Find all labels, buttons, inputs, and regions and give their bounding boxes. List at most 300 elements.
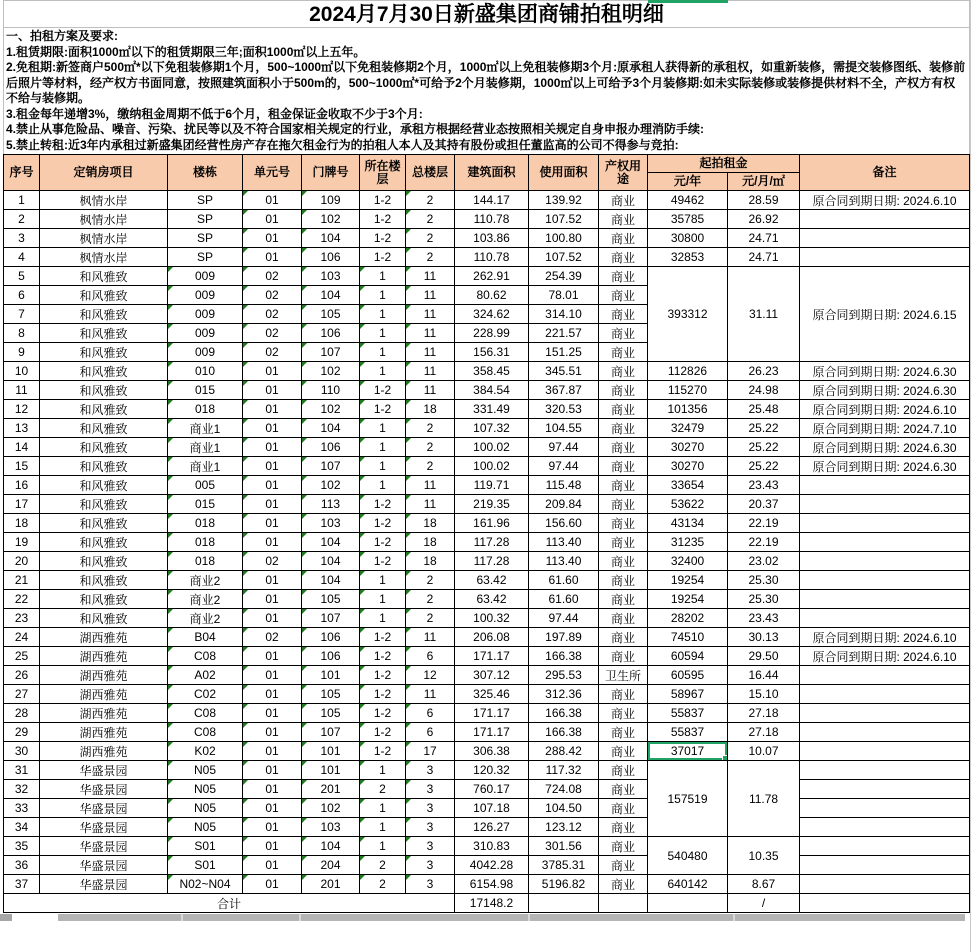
cell-unit[interactable]: 01 [243,571,302,590]
cell-no[interactable]: 33 [4,799,40,818]
cell-project[interactable]: 和风雅致 [40,381,168,400]
cell-project[interactable]: 和风雅致 [40,609,168,628]
cell-floor[interactable]: 1 [360,609,406,628]
cell-floor[interactable]: 1 [360,457,406,476]
cell-barea[interactable]: 144.17 [455,191,529,210]
cell-barea[interactable]: 119.71 [455,476,529,495]
cell-month[interactable]: 27.18 [728,704,800,723]
cell-project[interactable]: 和风雅致 [40,400,168,419]
cell-month[interactable]: 16.44 [728,666,800,685]
header-project[interactable]: 定销房项目 [40,155,168,191]
cell-no[interactable]: 20 [4,552,40,571]
cell-use[interactable]: 商业 [599,552,648,571]
cell-building[interactable]: 015 [168,381,243,400]
cell-floors[interactable]: 3 [406,780,455,799]
total-usage[interactable] [599,894,648,913]
cell-unit[interactable]: 01 [243,742,302,761]
cell-unit[interactable]: 01 [243,666,302,685]
cell-unit[interactable]: 01 [243,723,302,742]
cell-use[interactable]: 商业 [599,647,648,666]
cell-no[interactable]: 4 [4,248,40,267]
cell-building[interactable]: 018 [168,400,243,419]
cell-floor[interactable]: 1-2 [360,381,406,400]
cell-floors[interactable]: 2 [406,210,455,229]
cell-door[interactable]: 104 [302,552,360,571]
cell-floors[interactable]: 3 [406,875,455,894]
cell-remark[interactable]: 原合同到期日期: 2024.6.30 [800,362,970,381]
cell-building[interactable]: A02 [168,666,243,685]
cell-uarea[interactable]: 97.44 [529,457,599,476]
cell-use[interactable]: 商业 [599,210,648,229]
cell-no[interactable]: 26 [4,666,40,685]
header-build-area[interactable]: 建筑面积 [455,155,529,191]
cell-building[interactable]: 010 [168,362,243,381]
cell-remark[interactable]: 原合同到期日期: 2024.6.10 [800,628,970,647]
cell-remark[interactable] [800,818,970,837]
cell-no[interactable]: 29 [4,723,40,742]
header-floor[interactable]: 所在楼层 [360,155,406,191]
cell-building[interactable]: SP [168,191,243,210]
cell-door[interactable]: 106 [302,647,360,666]
header-rent-year[interactable]: 元/年 [648,173,728,191]
cell-floors[interactable]: 2 [406,191,455,210]
cell-floor[interactable]: 1-2 [360,191,406,210]
cell-remark[interactable] [800,875,970,894]
cell-project[interactable]: 和风雅致 [40,533,168,552]
cell-no[interactable]: 24 [4,628,40,647]
cell-unit[interactable]: 01 [243,704,302,723]
cell-project[interactable]: 和风雅致 [40,267,168,286]
cell-unit[interactable]: 01 [243,210,302,229]
cell-use[interactable]: 商业 [599,267,648,286]
cell-building[interactable]: N02~N04 [168,875,243,894]
cell-barea[interactable]: 324.62 [455,305,529,324]
cell-door[interactable]: 109 [302,191,360,210]
cell-barea[interactable]: 100.02 [455,457,529,476]
cell-year[interactable]: 32479 [648,419,728,438]
cell-floors[interactable]: 6 [406,723,455,742]
cell-project[interactable]: 和风雅致 [40,590,168,609]
cell-unit[interactable]: 01 [243,799,302,818]
cell-no[interactable]: 5 [4,267,40,286]
cell-year[interactable]: 60594 [648,647,728,666]
cell-barea[interactable]: 310.83 [455,837,529,856]
cell-no[interactable]: 2 [4,210,40,229]
header-rent-group[interactable]: 起拍租金 [648,155,800,173]
cell-uarea[interactable]: 345.51 [529,362,599,381]
cell-floors[interactable]: 12 [406,666,455,685]
cell-project[interactable]: 和风雅致 [40,286,168,305]
cell-building[interactable]: 商业2 [168,590,243,609]
cell-floor[interactable]: 1-2 [360,704,406,723]
cell-building[interactable]: N05 [168,799,243,818]
cell-remark[interactable] [800,761,970,780]
cell-year[interactable]: 112826 [648,362,728,381]
cell-floor[interactable]: 1-2 [360,685,406,704]
cell-floor[interactable]: 1 [360,267,406,286]
cell-barea[interactable]: 307.12 [455,666,529,685]
cell-floor[interactable]: 1 [360,837,406,856]
cell-month[interactable]: 31.11 [728,267,800,362]
cell-use[interactable]: 商业 [599,761,648,780]
cell-barea[interactable]: 110.78 [455,248,529,267]
cell-unit[interactable]: 01 [243,457,302,476]
cell-floors[interactable]: 2 [406,571,455,590]
cell-year[interactable]: 55837 [648,723,728,742]
cell-use[interactable]: 商业 [599,875,648,894]
cell-project[interactable]: 湖西雅苑 [40,628,168,647]
cell-month[interactable]: 10.35 [728,837,800,875]
cell-no[interactable]: 17 [4,495,40,514]
cell-project[interactable]: 华盛景园 [40,761,168,780]
cell-use[interactable]: 商业 [599,780,648,799]
cell-remark[interactable] [800,723,970,742]
cell-door[interactable]: 102 [302,799,360,818]
cell-no[interactable]: 23 [4,609,40,628]
cell-uarea[interactable]: 724.08 [529,780,599,799]
cell-no[interactable]: 12 [4,400,40,419]
cell-remark[interactable]: 原合同到期日期: 2024.6.10 [800,647,970,666]
cell-use[interactable]: 商业 [599,362,648,381]
cell-unit[interactable]: 01 [243,514,302,533]
cell-month[interactable]: 8.67 [728,875,800,894]
cell-unit[interactable]: 01 [243,248,302,267]
cell-unit[interactable]: 02 [243,628,302,647]
cell-floor[interactable]: 1-2 [360,552,406,571]
cell-use[interactable]: 商业 [599,400,648,419]
cell-barea[interactable]: 219.35 [455,495,529,514]
cell-no[interactable]: 25 [4,647,40,666]
cell-project[interactable]: 华盛景园 [40,799,168,818]
cell-floor[interactable]: 1-2 [360,400,406,419]
cell-remark[interactable] [800,571,970,590]
cell-month[interactable]: 23.02 [728,552,800,571]
cell-floors[interactable]: 11 [406,362,455,381]
cell-barea[interactable]: 760.17 [455,780,529,799]
cell-floors[interactable]: 2 [406,590,455,609]
cell-uarea[interactable]: 314.10 [529,305,599,324]
cell-remark[interactable] [800,514,970,533]
cell-barea[interactable]: 306.38 [455,742,529,761]
cell-uarea[interactable]: 288.42 [529,742,599,761]
cell-uarea[interactable]: 61.60 [529,590,599,609]
cell-floors[interactable]: 3 [406,837,455,856]
cell-uarea[interactable]: 209.84 [529,495,599,514]
cell-year[interactable]: 37017 [648,742,728,761]
cell-month[interactable]: 11.78 [728,761,800,837]
cell-no[interactable]: 11 [4,381,40,400]
cell-unit[interactable]: 01 [243,495,302,514]
cell-unit[interactable]: 01 [243,590,302,609]
cell-remark[interactable] [800,704,970,723]
cell-uarea[interactable]: 254.39 [529,267,599,286]
cell-uarea[interactable]: 113.40 [529,533,599,552]
cell-month[interactable]: 25.30 [728,571,800,590]
cell-floor[interactable]: 1 [360,818,406,837]
cell-building[interactable]: 009 [168,286,243,305]
cell-door[interactable]: 201 [302,780,360,799]
cell-remark[interactable]: 原合同到期日期: 2024.7.10 [800,419,970,438]
cell-floor[interactable]: 1-2 [360,248,406,267]
cell-floors[interactable]: 11 [406,324,455,343]
cell-building[interactable]: 009 [168,343,243,362]
cell-no[interactable]: 19 [4,533,40,552]
cell-use[interactable]: 商业 [599,837,648,856]
cell-year[interactable]: 19254 [648,571,728,590]
cell-use[interactable]: 卫生所 [599,666,648,685]
cell-uarea[interactable]: 61.60 [529,571,599,590]
cell-floors[interactable]: 11 [406,305,455,324]
cell-floor[interactable]: 2 [360,875,406,894]
cell-use[interactable]: 商业 [599,457,648,476]
cell-use[interactable]: 商业 [599,533,648,552]
cell-barea[interactable]: 228.99 [455,324,529,343]
header-remark[interactable]: 备注 [800,155,970,191]
cell-unit[interactable]: 01 [243,362,302,381]
cell-month[interactable]: 25.22 [728,419,800,438]
cell-uarea[interactable]: 97.44 [529,438,599,457]
cell-no[interactable]: 6 [4,286,40,305]
cell-floor[interactable]: 1 [360,438,406,457]
cell-year[interactable]: 49462 [648,191,728,210]
cell-door[interactable]: 107 [302,723,360,742]
cell-barea[interactable]: 107.18 [455,799,529,818]
cell-project[interactable]: 和风雅致 [40,571,168,590]
cell-barea[interactable]: 171.17 [455,704,529,723]
cell-month[interactable]: 15.10 [728,685,800,704]
cell-project[interactable]: 湖西雅苑 [40,742,168,761]
cell-use[interactable]: 商业 [599,704,648,723]
cell-floor[interactable]: 1 [360,343,406,362]
cell-year[interactable]: 31235 [648,533,728,552]
cell-no[interactable]: 18 [4,514,40,533]
cell-building[interactable]: 商业1 [168,419,243,438]
header-no[interactable]: 序号 [4,155,40,191]
cell-use[interactable]: 商业 [599,248,648,267]
cell-month[interactable]: 23.43 [728,609,800,628]
cell-use[interactable]: 商业 [599,381,648,400]
cell-month[interactable]: 23.43 [728,476,800,495]
cell-uarea[interactable]: 156.60 [529,514,599,533]
cell-remark[interactable] [800,533,970,552]
cell-no[interactable]: 15 [4,457,40,476]
cell-no[interactable]: 36 [4,856,40,875]
header-unit[interactable]: 单元号 [243,155,302,191]
cell-project[interactable]: 和风雅致 [40,362,168,381]
cell-building[interactable]: C08 [168,704,243,723]
cell-floors[interactable]: 11 [406,343,455,362]
cell-door[interactable]: 107 [302,343,360,362]
cell-floor[interactable]: 1-2 [360,628,406,647]
cell-floor[interactable]: 1 [360,571,406,590]
cell-unit[interactable]: 02 [243,552,302,571]
cell-use[interactable]: 商业 [599,514,648,533]
cell-unit[interactable]: 01 [243,400,302,419]
cell-building[interactable]: 商业2 [168,609,243,628]
cell-uarea[interactable]: 123.12 [529,818,599,837]
cell-project[interactable]: 和风雅致 [40,552,168,571]
cell-project[interactable]: 枫情水岸 [40,229,168,248]
cell-month[interactable]: 20.37 [728,495,800,514]
cell-uarea[interactable]: 100.80 [529,229,599,248]
cell-project[interactable]: 湖西雅苑 [40,685,168,704]
cell-door[interactable]: 104 [302,286,360,305]
cell-no[interactable]: 22 [4,590,40,609]
cell-uarea[interactable]: 197.89 [529,628,599,647]
cell-project[interactable]: 和风雅致 [40,343,168,362]
cell-remark[interactable] [800,837,970,856]
cell-unit[interactable]: 01 [243,837,302,856]
cell-barea[interactable]: 171.17 [455,647,529,666]
cell-year[interactable]: 74510 [648,628,728,647]
cell-year[interactable]: 30800 [648,229,728,248]
cell-door[interactable]: 104 [302,419,360,438]
cell-uarea[interactable]: 312.36 [529,685,599,704]
cell-building[interactable]: 018 [168,514,243,533]
cell-floor[interactable]: 1-2 [360,229,406,248]
cell-unit[interactable]: 01 [243,381,302,400]
cell-door[interactable]: 106 [302,324,360,343]
cell-remark[interactable]: 原合同到期日期: 2024.6.15 [800,267,970,362]
cell-building[interactable]: S01 [168,837,243,856]
header-usage[interactable]: 产权用途 [599,155,648,191]
cell-project[interactable]: 华盛景园 [40,818,168,837]
cell-project[interactable]: 和风雅致 [40,438,168,457]
cell-floors[interactable]: 2 [406,438,455,457]
header-building[interactable]: 楼栋 [168,155,243,191]
cell-door[interactable]: 204 [302,856,360,875]
header-total-floors[interactable]: 总楼层 [406,155,455,191]
cell-door[interactable]: 106 [302,248,360,267]
cell-uarea[interactable]: 5196.82 [529,875,599,894]
cell-no[interactable]: 16 [4,476,40,495]
cell-remark[interactable] [800,685,970,704]
cell-building[interactable]: C08 [168,723,243,742]
cell-project[interactable]: 华盛景园 [40,856,168,875]
cell-month[interactable]: 24.98 [728,381,800,400]
cell-floors[interactable]: 17 [406,742,455,761]
cell-no[interactable]: 21 [4,571,40,590]
cell-remark[interactable]: 原合同到期日期: 2024.6.30 [800,457,970,476]
header-door[interactable]: 门牌号 [302,155,360,191]
cell-project[interactable]: 湖西雅苑 [40,723,168,742]
cell-floor[interactable]: 1-2 [360,533,406,552]
cell-year[interactable]: 33654 [648,476,728,495]
cell-use[interactable]: 商业 [599,229,648,248]
cell-uarea[interactable]: 221.57 [529,324,599,343]
cell-remark[interactable] [800,666,970,685]
cell-floors[interactable]: 11 [406,628,455,647]
cell-no[interactable]: 34 [4,818,40,837]
total-build-area[interactable]: 17148.2 [455,894,529,913]
cell-floors[interactable]: 2 [406,419,455,438]
cell-barea[interactable]: 156.31 [455,343,529,362]
cell-barea[interactable]: 103.86 [455,229,529,248]
cell-remark[interactable]: 原合同到期日期: 2024.6.30 [800,381,970,400]
cell-year[interactable]: 30270 [648,457,728,476]
cell-remark[interactable] [800,210,970,229]
cell-no[interactable]: 10 [4,362,40,381]
cell-use[interactable]: 商业 [599,286,648,305]
cell-floors[interactable]: 2 [406,609,455,628]
cell-month[interactable]: 24.71 [728,248,800,267]
cell-floor[interactable]: 1-2 [360,495,406,514]
cell-uarea[interactable]: 166.38 [529,723,599,742]
cell-door[interactable]: 106 [302,438,360,457]
cell-door[interactable]: 113 [302,495,360,514]
cell-year[interactable]: 53622 [648,495,728,514]
cell-floor[interactable]: 2 [360,780,406,799]
cell-no[interactable]: 3 [4,229,40,248]
cell-door[interactable]: 105 [302,590,360,609]
cell-barea[interactable]: 117.28 [455,552,529,571]
cell-door[interactable]: 101 [302,742,360,761]
cell-floors[interactable]: 18 [406,400,455,419]
cell-uarea[interactable]: 104.55 [529,419,599,438]
cell-floor[interactable]: 1 [360,799,406,818]
cell-year[interactable]: 30270 [648,438,728,457]
cell-no[interactable]: 35 [4,837,40,856]
cell-unit[interactable]: 01 [243,533,302,552]
cell-floors[interactable]: 11 [406,495,455,514]
cell-floor[interactable]: 2 [360,856,406,875]
cell-floor[interactable]: 1 [360,419,406,438]
cell-use[interactable]: 商业 [599,476,648,495]
cell-unit[interactable]: 01 [243,609,302,628]
cell-building[interactable]: 015 [168,495,243,514]
cell-uarea[interactable]: 117.32 [529,761,599,780]
cell-year[interactable]: 101356 [648,400,728,419]
cell-door[interactable]: 104 [302,571,360,590]
cell-floor[interactable]: 1-2 [360,514,406,533]
cell-unit[interactable]: 01 [243,761,302,780]
cell-use[interactable]: 商业 [599,438,648,457]
cell-floors[interactable]: 3 [406,761,455,780]
cell-month[interactable]: 22.19 [728,514,800,533]
cell-remark[interactable] [800,609,970,628]
cell-no[interactable]: 30 [4,742,40,761]
cell-uarea[interactable]: 104.50 [529,799,599,818]
cell-door[interactable]: 101 [302,761,360,780]
cell-year[interactable]: 58967 [648,685,728,704]
cell-month[interactable]: 30.13 [728,628,800,647]
cell-unit[interactable]: 02 [243,324,302,343]
total-rent-year[interactable] [648,894,728,913]
cell-uarea[interactable]: 166.38 [529,647,599,666]
cell-building[interactable]: K02 [168,742,243,761]
cell-year[interactable]: 55837 [648,704,728,723]
cell-project[interactable]: 和风雅致 [40,457,168,476]
cell-uarea[interactable]: 301.56 [529,837,599,856]
cell-no[interactable]: 31 [4,761,40,780]
cell-floors[interactable]: 11 [406,476,455,495]
cell-use[interactable]: 商业 [599,685,648,704]
cell-use[interactable]: 商业 [599,495,648,514]
cell-barea[interactable]: 206.08 [455,628,529,647]
cell-building[interactable]: 009 [168,305,243,324]
cell-unit[interactable]: 02 [243,267,302,286]
cell-floor[interactable]: 1 [360,761,406,780]
cell-no[interactable]: 8 [4,324,40,343]
cell-door[interactable]: 104 [302,533,360,552]
cell-building[interactable]: 018 [168,552,243,571]
cell-floors[interactable]: 3 [406,799,455,818]
cell-floors[interactable]: 2 [406,457,455,476]
cell-use[interactable]: 商业 [599,571,648,590]
cell-remark[interactable] [800,248,970,267]
cell-project[interactable]: 和风雅致 [40,495,168,514]
cell-no[interactable]: 27 [4,685,40,704]
